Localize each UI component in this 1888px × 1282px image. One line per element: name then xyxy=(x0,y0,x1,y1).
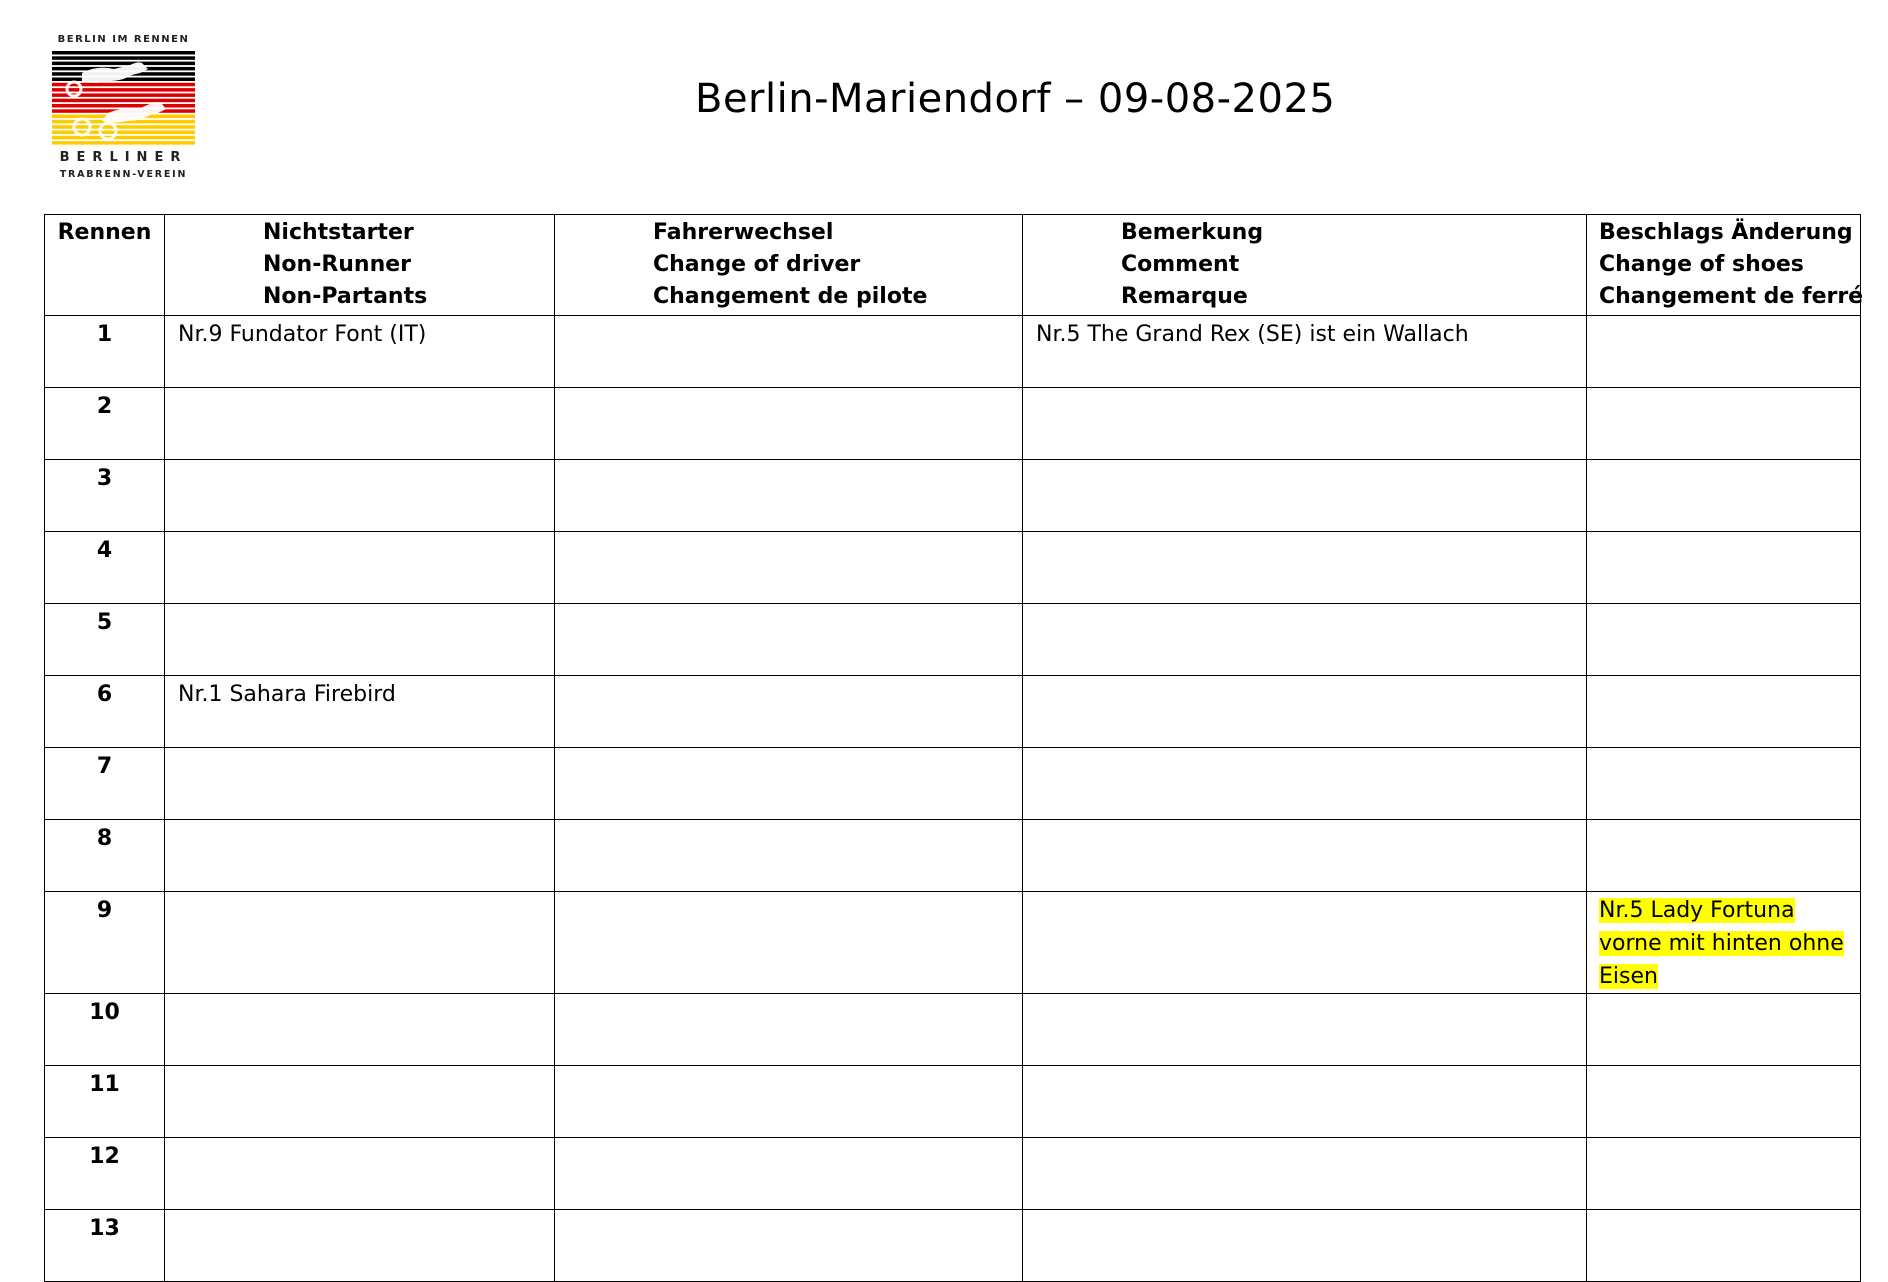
table-row xyxy=(45,1066,1861,1138)
driver-cell xyxy=(555,994,1023,1066)
column-header-line: Nichtstarter xyxy=(263,220,414,245)
shoes-cell xyxy=(1587,1210,1861,1282)
column-header-nonrunner xyxy=(165,215,555,316)
nonrunner-cell xyxy=(165,994,555,1066)
nonrunner-cell xyxy=(165,1066,555,1138)
shoes-cell xyxy=(1587,460,1861,532)
nonrunner-cell xyxy=(165,1138,555,1210)
driver-cell xyxy=(555,1066,1023,1138)
column-header-driver xyxy=(555,215,1023,316)
column-header-line: Changement de pilote xyxy=(653,284,928,309)
race-number: 11 xyxy=(45,1066,165,1138)
race-number: 13 xyxy=(45,1210,165,1282)
table-row xyxy=(45,892,1861,994)
shoes-cell xyxy=(1587,316,1861,388)
race-number: 1 xyxy=(45,316,165,388)
nonrunner-cell xyxy=(165,388,555,460)
column-header-comment xyxy=(1023,215,1587,316)
comment-cell xyxy=(1023,676,1587,748)
comment-cell xyxy=(1023,994,1587,1066)
column-header-line: Change of driver xyxy=(653,252,861,277)
nonrunner-cell xyxy=(165,460,555,532)
nonrunner-cell xyxy=(165,892,555,994)
column-header-line: Non-Runner xyxy=(263,252,412,277)
logo-top-text: BERLIN IM RENNEN xyxy=(57,34,190,45)
table-row xyxy=(45,748,1861,820)
driver-cell xyxy=(555,388,1023,460)
table-row xyxy=(45,460,1861,532)
race-number: 10 xyxy=(45,994,165,1066)
column-header-line: Beschlags Änderung xyxy=(1599,220,1853,245)
table-row xyxy=(45,604,1861,676)
shoes-cell xyxy=(1587,820,1861,892)
table-row xyxy=(45,1138,1861,1210)
comment-cell: Nr.5 The Grand Rex (SE) ist ein Wallach xyxy=(1023,316,1587,388)
race-number: 7 xyxy=(45,748,165,820)
column-header-rennen xyxy=(45,215,165,316)
shoes-cell xyxy=(1587,604,1861,676)
nonrunner-cell xyxy=(165,748,555,820)
shoes-cell xyxy=(1587,892,1861,994)
driver-cell xyxy=(555,1138,1023,1210)
comment-cell xyxy=(1023,1210,1587,1282)
race-number: 8 xyxy=(45,820,165,892)
column-header-line: Bemerkung xyxy=(1121,220,1264,245)
logo xyxy=(52,34,195,182)
logo-subtitle: TRABRENN-VEREIN xyxy=(59,169,188,180)
nonrunner-cell: Nr.9 Fundator Font (IT) xyxy=(165,316,555,388)
nonrunner-cell xyxy=(165,820,555,892)
column-header-line: Changement de ferré xyxy=(1599,284,1864,309)
shoes-cell xyxy=(1587,532,1861,604)
table-row xyxy=(45,316,1861,388)
shoes-cell xyxy=(1587,1066,1861,1138)
driver-cell xyxy=(555,316,1023,388)
column-header-shoes xyxy=(1587,215,1864,316)
nonrunner-cell xyxy=(165,1210,555,1282)
nonrunner-cell: Nr.1 Sahara Firebird xyxy=(165,676,555,748)
column-header-line: Remarque xyxy=(1121,284,1248,309)
column-header-line: Fahrerwechsel xyxy=(653,220,834,245)
logo-name: BERLINER xyxy=(59,150,188,165)
driver-cell xyxy=(555,676,1023,748)
table-row xyxy=(45,1210,1861,1282)
comment-cell xyxy=(1023,820,1587,892)
shoes-cell xyxy=(1587,1138,1861,1210)
table-row xyxy=(45,820,1861,892)
highlighted-shoe-note: Eisen xyxy=(1599,964,1658,989)
title-separator: – xyxy=(1064,76,1085,122)
comment-cell xyxy=(1023,388,1587,460)
comment-cell xyxy=(1023,1138,1587,1210)
driver-cell xyxy=(555,532,1023,604)
table-row xyxy=(45,994,1861,1066)
table-row xyxy=(45,676,1861,748)
nonrunner-cell xyxy=(165,604,555,676)
race-number: 6 xyxy=(45,676,165,748)
column-header-line: Comment xyxy=(1121,252,1240,277)
race-number: 4 xyxy=(45,532,165,604)
shoes-cell xyxy=(1587,388,1861,460)
highlighted-shoe-note: vorne mit hinten ohne xyxy=(1599,931,1844,956)
driver-cell xyxy=(555,748,1023,820)
column-header-line: Rennen xyxy=(57,220,152,245)
driver-cell xyxy=(555,460,1023,532)
race-number: 9 xyxy=(45,892,165,994)
table-row xyxy=(45,532,1861,604)
comment-cell xyxy=(1023,460,1587,532)
shoes-cell xyxy=(1587,748,1861,820)
driver-cell xyxy=(555,820,1023,892)
race-number: 5 xyxy=(45,604,165,676)
race-changes-table xyxy=(44,214,1864,1282)
comment-cell xyxy=(1023,532,1587,604)
table-header-row xyxy=(45,215,1861,316)
column-header-line: Non-Partants xyxy=(263,284,428,309)
driver-cell xyxy=(555,1210,1023,1282)
title-date: 09-08-2025 xyxy=(1097,76,1336,122)
driver-cell xyxy=(555,604,1023,676)
driver-cell xyxy=(555,892,1023,994)
trotting-horse-logo-icon xyxy=(52,51,195,147)
shoes-cell xyxy=(1587,994,1861,1066)
comment-cell xyxy=(1023,748,1587,820)
race-number: 12 xyxy=(45,1138,165,1210)
comment-cell xyxy=(1023,604,1587,676)
column-header-line: Change of shoes xyxy=(1599,252,1804,277)
race-number: 3 xyxy=(45,460,165,532)
highlighted-shoe-note: Nr.5 Lady Fortuna xyxy=(1599,898,1795,923)
nonrunner-cell xyxy=(165,532,555,604)
page-title xyxy=(560,76,1460,122)
table-row xyxy=(45,388,1861,460)
race-number: 2 xyxy=(45,388,165,460)
comment-cell xyxy=(1023,1066,1587,1138)
shoes-cell xyxy=(1587,676,1861,748)
comment-cell xyxy=(1023,892,1587,994)
title-venue: Berlin-Mariendorf xyxy=(695,76,1051,122)
